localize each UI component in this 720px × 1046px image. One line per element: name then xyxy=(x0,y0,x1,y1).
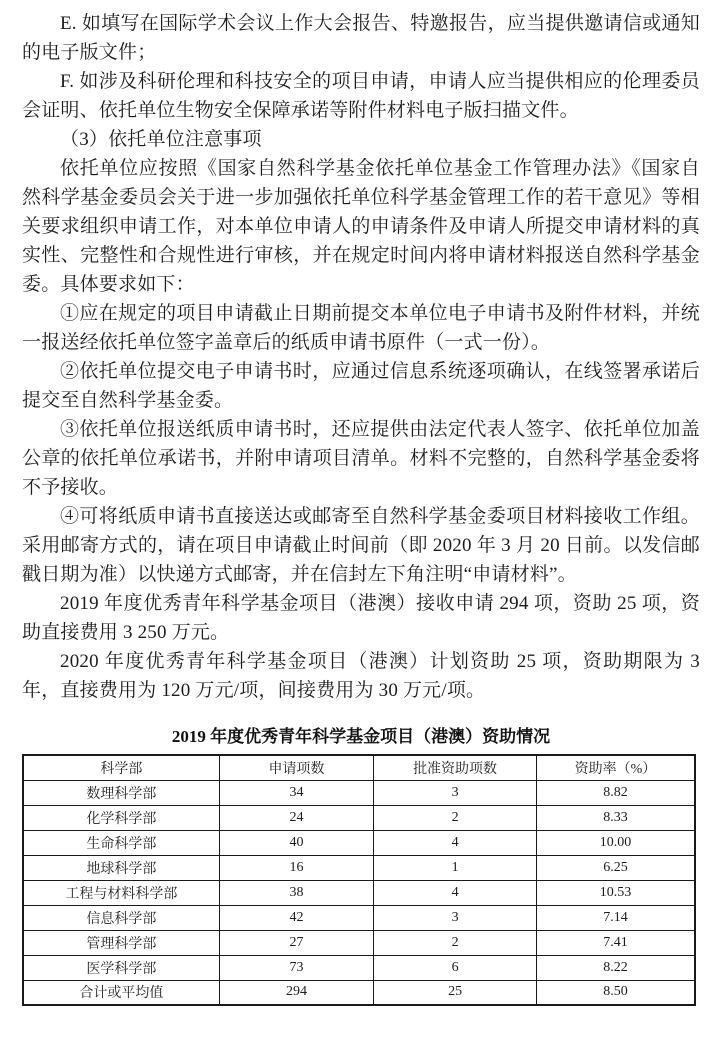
header-funding-rate: 资助率（%） xyxy=(536,755,695,780)
table-cell: 8.50 xyxy=(536,980,695,1005)
body-text xyxy=(22,9,700,705)
paragraph-requirement-4: ④可将纸质申请书直接送达或邮寄至自然科学基金委项目材料接收工作组。采用邮寄方式的，请在项目申请截止时间前（即 2020 年 3 月 20 日前。以发信邮戳日期为准）以快递方式邮寄，并在信封左下角注明“申请材料”。 xyxy=(22,506,700,585)
table-cell: 4 xyxy=(374,830,537,855)
table-cell: 6 xyxy=(374,955,537,980)
paragraph-host-institution-intro: 依托单位应按照《国家自然科学基金依托单位基金工作管理办法》《国家自然科学基金委员会关于进一步加强依托单位科学基金管理工作的若干意见》等相关要求组织申请工作，对本单位申请人的申请条件及申请人所提交申请材料的真实性、完整性和合规性进行审核，并在规定时间内将申请材料报送自然科学基金委。具体要求如下： xyxy=(22,158,700,295)
paragraph-requirement-1: ①应在规定的项目申请截止日期前提交本单位电子申请书及附件材料，并统一报送经依托单位签字盖章后的纸质申请书原件（一式一份）。 xyxy=(22,303,700,353)
table-cell: 16 xyxy=(219,855,374,880)
table-row xyxy=(23,955,695,980)
funding-table xyxy=(22,754,696,1006)
table-cell: 27 xyxy=(219,930,374,955)
table-cell: 3 xyxy=(374,905,537,930)
table-row xyxy=(23,830,695,855)
table-cell: 73 xyxy=(219,955,374,980)
table-cell: 24 xyxy=(219,805,374,830)
table-cell: 34 xyxy=(219,780,374,805)
table-cell: 2 xyxy=(374,930,537,955)
table-row xyxy=(23,880,695,905)
table-cell: 管理科学部 xyxy=(23,930,219,955)
paragraph-requirement-3: ③依托单位报送纸质申请书时，还应提供由法定代表人签字、依托单位加盖公章的依托单位承诺书，并附申请项目清单。材料不完整的，自然科学基金委将不予接收。 xyxy=(22,419,700,498)
table-cell: 8.33 xyxy=(536,805,695,830)
table-row xyxy=(23,905,695,930)
table-row-total xyxy=(23,980,695,1005)
table-cell: 1 xyxy=(374,855,537,880)
table-cell: 7.14 xyxy=(536,905,695,930)
header-applications-count: 申请项数 xyxy=(219,755,374,780)
table-row xyxy=(23,930,695,955)
table-cell: 化学科学部 xyxy=(23,805,219,830)
table-cell: 294 xyxy=(219,980,374,1005)
table-row xyxy=(23,855,695,880)
table-cell: 8.82 xyxy=(536,780,695,805)
header-approved-count: 批准资助项数 xyxy=(374,755,537,780)
table-cell: 地球科学部 xyxy=(23,855,219,880)
paragraph-section-3-heading: （3）依托单位注意事项 xyxy=(60,129,262,150)
table-cell: 数理科学部 xyxy=(23,780,219,805)
table-cell: 信息科学部 xyxy=(23,905,219,930)
table-cell: 生命科学部 xyxy=(23,830,219,855)
table-row xyxy=(23,805,695,830)
table-cell: 工程与材料科学部 xyxy=(23,880,219,905)
header-science-department: 科学部 xyxy=(23,755,219,780)
table-cell: 4 xyxy=(374,880,537,905)
paragraph-requirement-2: ②依托单位提交电子申请书时，应通过信息系统逐项确认，在线签署承诺后提交至自然科学基金委。 xyxy=(22,361,700,411)
table-cell: 2 xyxy=(374,805,537,830)
table-cell: 8.22 xyxy=(536,955,695,980)
table-cell: 40 xyxy=(219,830,374,855)
table-cell: 3 xyxy=(374,780,537,805)
table-header-row xyxy=(23,755,695,780)
table-cell: 10.53 xyxy=(536,880,695,905)
table-cell: 7.41 xyxy=(536,930,695,955)
table-cell: 合计或平均值 xyxy=(23,980,219,1005)
table-cell: 42 xyxy=(219,905,374,930)
table-cell: 25 xyxy=(374,980,537,1005)
paragraph-2019-stats: 2019 年度优秀青年科学基金项目（港澳）接收申请 294 项，资助 25 项，资助直接费用 3 250 万元。 xyxy=(22,593,700,643)
table-cell: 38 xyxy=(219,880,374,905)
table-cell: 医学科学部 xyxy=(23,955,219,980)
paragraph-item-e: E. 如填写在国际学术会议上作大会报告、特邀报告，应当提供邀请信或通知的电子版文件； xyxy=(22,13,700,63)
paragraph-item-f: F. 如涉及科研伦理和科技安全的项目申请，申请人应当提供相应的伦理委员会证明、依托单位生物安全保障承诺等附件材料电子版扫描文件。 xyxy=(22,71,700,121)
table-cell: 6.25 xyxy=(536,855,695,880)
table-row xyxy=(23,780,695,805)
paragraph-2020-plan: 2020 年度优秀青年科学基金项目（港澳）计划资助 25 项，资助期限为 3 年，直接费用为 120 万元/项，间接费用为 30 万元/项。 xyxy=(22,651,700,701)
table-cell: 10.00 xyxy=(536,830,695,855)
table-title: 2019 年度优秀青年科学基金项目（港澳）资助情况 xyxy=(171,727,551,746)
